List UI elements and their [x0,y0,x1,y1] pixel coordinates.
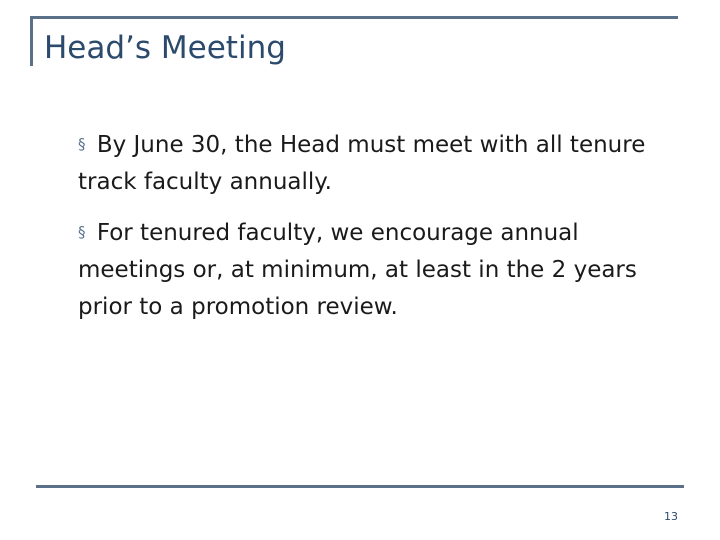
slide-title: Head’s Meeting [44,30,286,66]
bullet-marker-icon: § [78,135,86,153]
footer-rule [36,485,684,488]
bullet-marker-icon: § [78,223,86,241]
title-top-rule [30,16,678,19]
bullet-item [78,214,678,326]
bullet-list [78,126,678,339]
title-left-rule [30,16,33,66]
bullet-text: For tenured faculty, we encourage annual meetings or, at minimum, at least in the 2 years prior to a promotion review. [78,220,637,320]
page-number: 13 [664,510,678,523]
bullet-item [78,126,678,201]
bullet-text: By June 30, the Head must meet with all tenure track faculty annually. [78,132,646,195]
